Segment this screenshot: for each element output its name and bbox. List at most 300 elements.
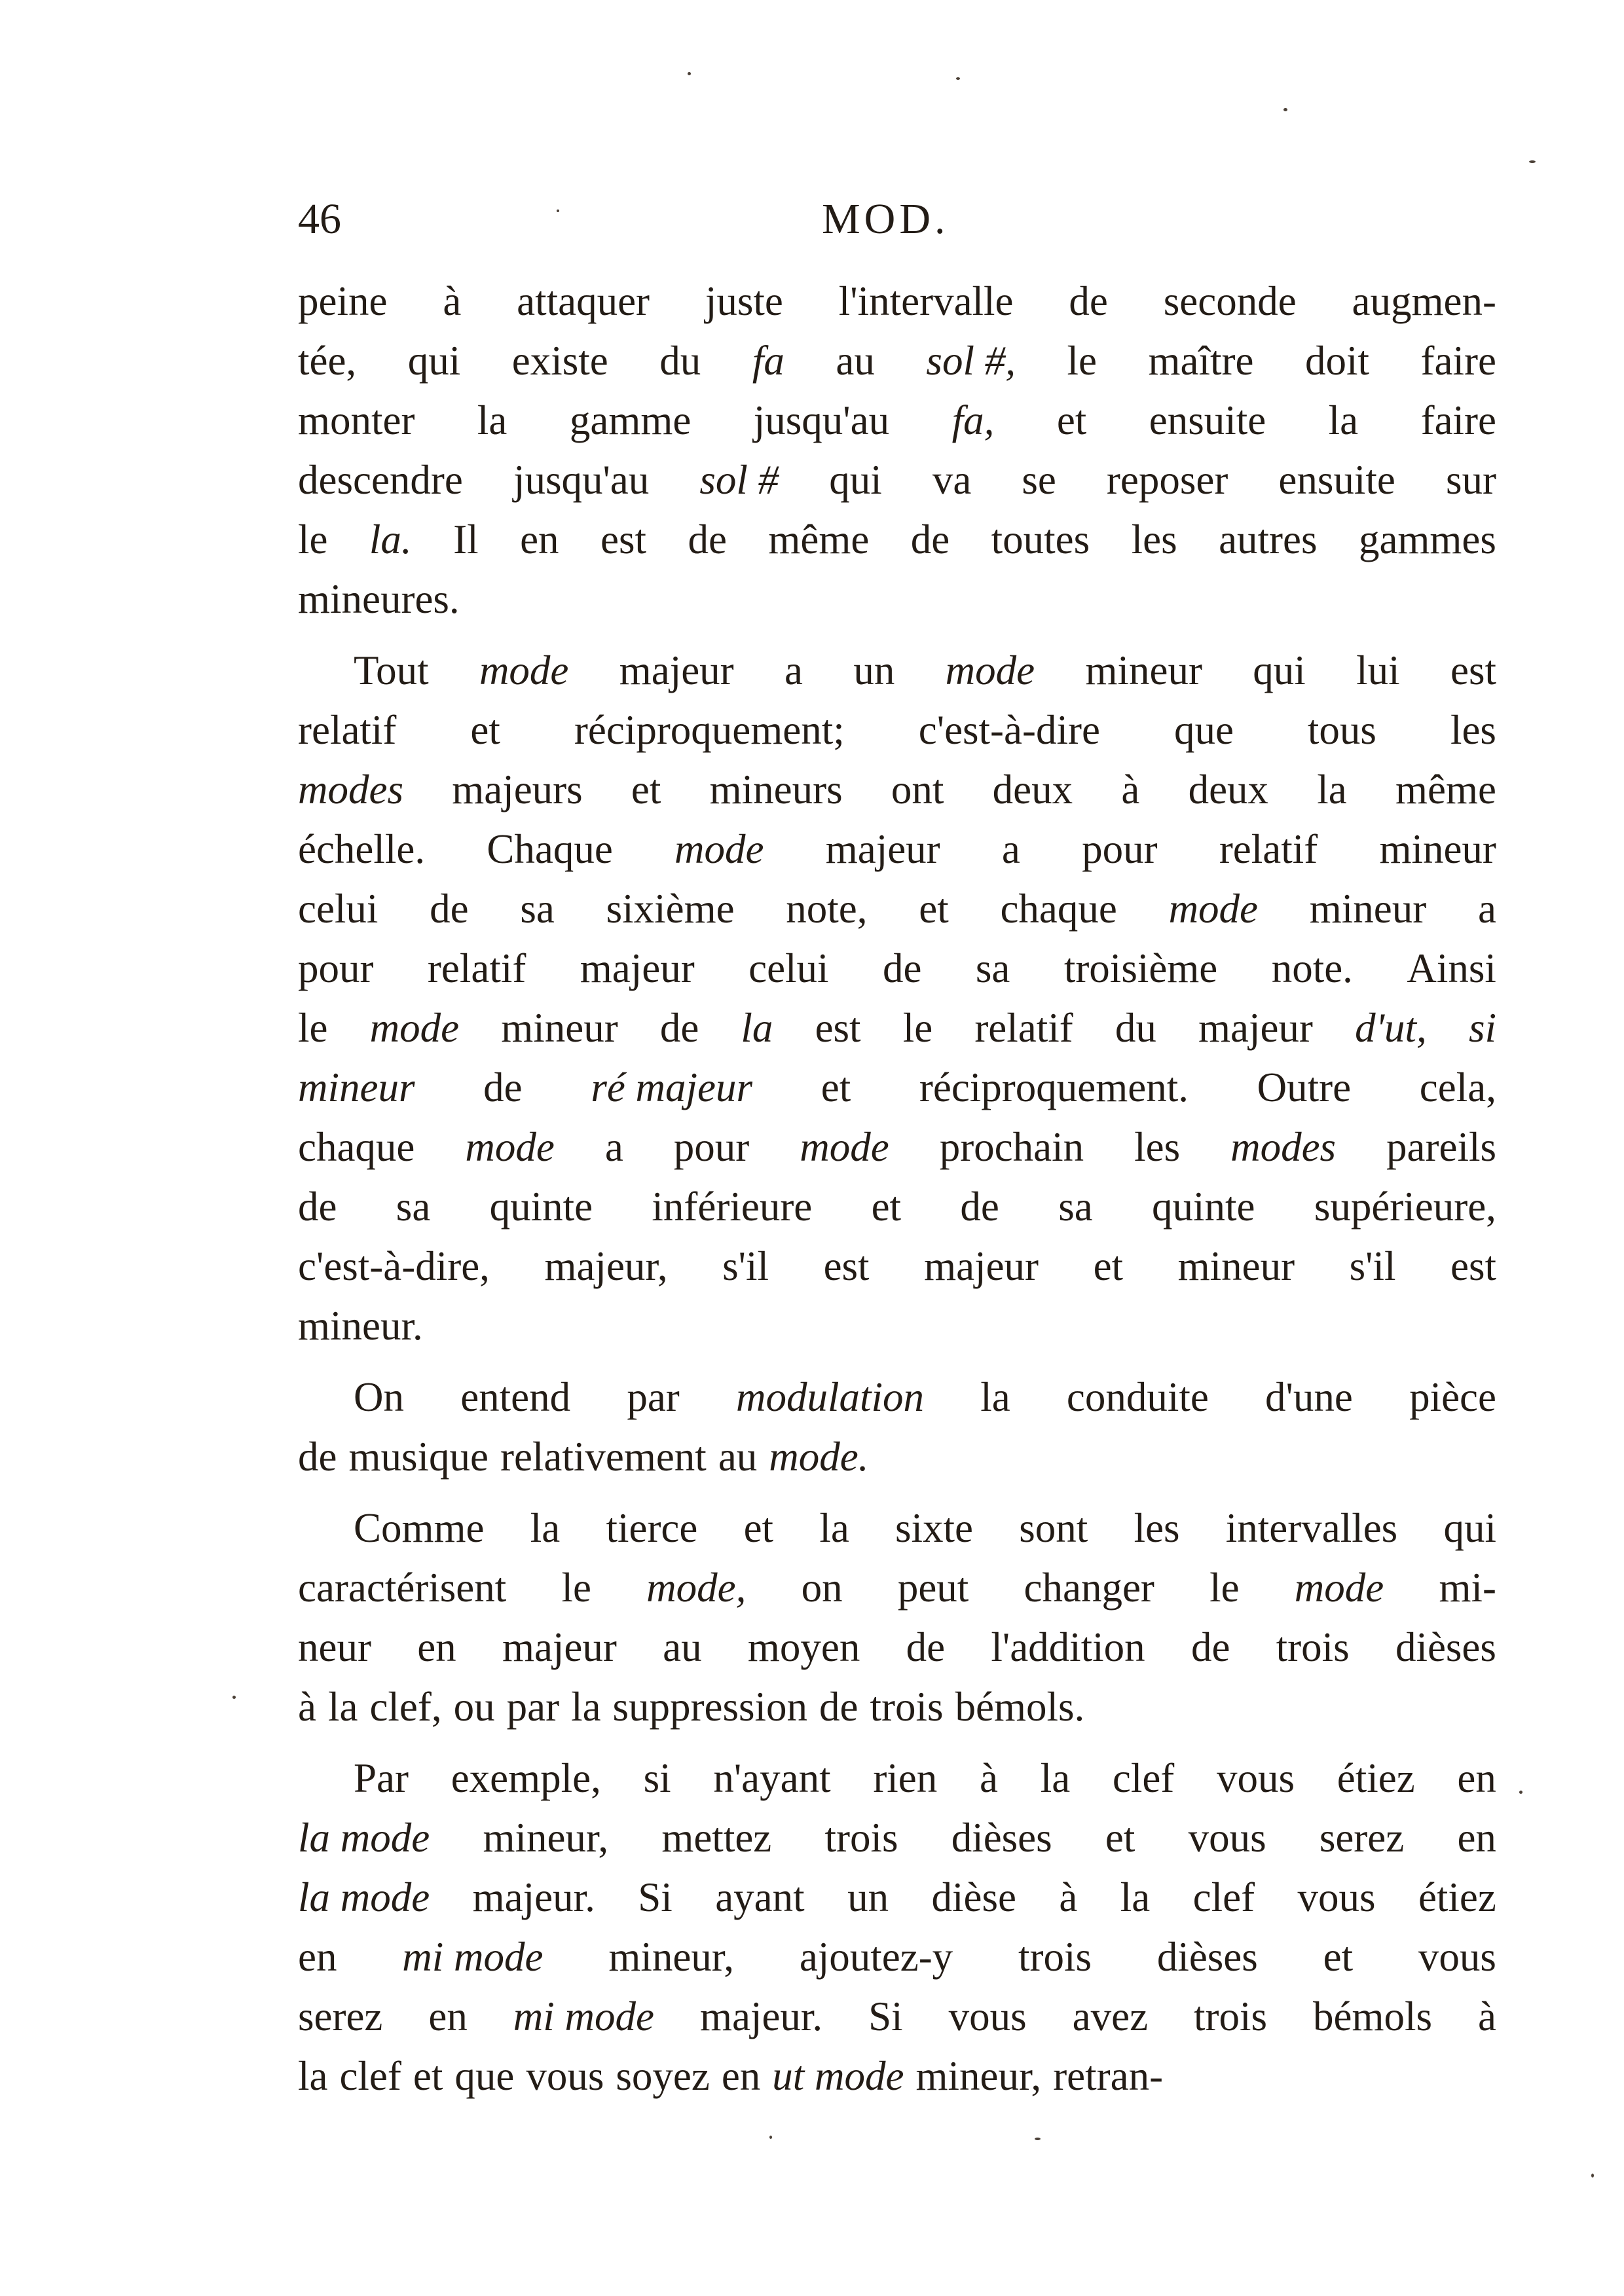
word: musique [348,1434,489,1480]
text-line [298,2047,1496,2106]
word: Il [453,517,479,562]
word: sa [396,1184,431,1230]
word: de [906,1624,946,1670]
word: bémols [1313,1994,1432,2039]
italic-word: mode [800,1124,889,1170]
italic-word: mineur [298,1065,415,1110]
italic-word: modes [298,767,403,812]
word: majeur. [472,1874,595,1920]
word: en [428,1994,468,2039]
word: chaque [298,1124,415,1170]
word: relatif [298,707,397,753]
paragraph-gap [298,629,1496,641]
word: par [506,1684,560,1730]
word: majeur [580,945,695,991]
word: la [327,1684,358,1730]
word: pour [673,1124,750,1170]
word: tous [1307,707,1376,753]
text-line [298,450,1496,510]
word: tée, [298,338,357,384]
word: a [604,1124,623,1170]
word: et [413,2053,443,2099]
word: jusqu'au [513,457,650,503]
word: ensuite [1278,457,1395,503]
text-line [298,1749,1496,1808]
word: de [659,1005,699,1051]
word: mineurs [709,767,843,812]
word: de [298,1184,337,1230]
word: qui [1443,1505,1496,1551]
word: qui [1253,647,1306,693]
word: de [430,886,469,932]
word: serez [298,1994,383,2039]
word: de [883,945,922,991]
word: relatif [1219,826,1318,872]
word: seconde [1163,278,1297,324]
word: à [443,278,462,324]
text-line [298,1927,1496,1987]
italic-word: la mode [298,1815,430,1861]
word: mineur [1085,647,1202,693]
word: mineur [501,1005,618,1051]
text-line [298,641,1496,701]
word: vous [1297,1874,1376,1920]
italic-word: mi mode [402,1934,544,1980]
text-line [298,1987,1496,2047]
italic-word: mode [674,826,764,872]
word: celui [748,945,829,991]
text-line [298,331,1496,391]
word: trois [870,1684,944,1730]
word: pièce [1409,1374,1496,1420]
word: l'intervalle [838,278,1014,324]
word: deux [1188,767,1269,812]
paragraph-gap [298,1487,1496,1499]
italic-word: mode [1294,1565,1384,1611]
text-line [298,570,1496,629]
word: mineur. [298,1303,423,1349]
word: mineur [1177,1243,1295,1289]
word: clef [1192,1874,1255,1920]
italic-word: mode [945,647,1035,693]
italic-word: modulation [736,1374,925,1420]
word: à [980,1755,998,1801]
word: le [298,1005,328,1051]
word: au [836,338,875,384]
page-number: 46 [298,195,341,243]
word: ou [453,1684,495,1730]
word: l'addition [991,1624,1145,1670]
text-line [298,1499,1496,1558]
word: ensuite [1149,397,1266,443]
word: du [1115,1005,1156,1051]
word: est [823,1243,870,1289]
word: serez [1319,1815,1405,1861]
word: que [1173,707,1234,753]
word: et [1056,397,1087,443]
word: est [815,1005,861,1051]
italic-word: d'ut, [1355,1005,1427,1051]
word: quinte [1152,1184,1255,1230]
word: majeur, [544,1243,668,1289]
word: que [454,2053,515,2099]
word: et [919,886,949,932]
word: mi- [1439,1565,1496,1611]
paragraph [298,1499,1496,1737]
text-line [298,1237,1496,1296]
word: changer [1024,1565,1154,1611]
word: Outre [1257,1065,1352,1110]
word: de [483,1065,523,1110]
word: mineur, [608,1934,734,1980]
word: est [1450,1243,1496,1289]
word: majeur [825,826,940,872]
word: le [1209,1565,1240,1611]
word: Chaque [487,826,613,872]
word: de [910,517,950,562]
word: de [688,517,727,562]
word: vous [948,1994,1027,2039]
text-line [298,998,1496,1058]
word: autres [1219,517,1318,562]
word: Si [868,1994,903,2039]
word: exemple, [451,1755,601,1801]
word: descendre [298,457,463,503]
word: un [847,1874,889,1920]
italic-word: si [1468,1005,1496,1051]
paragraph-gap [298,1737,1496,1749]
text-line [298,1177,1496,1237]
word: relatif [427,945,526,991]
word: reposer [1106,457,1228,503]
word: majeur [502,1624,617,1670]
word: clef [1112,1755,1175,1801]
italic-word: ut mode [772,2053,904,2099]
text-line [298,510,1496,570]
italic-word: mode [479,647,569,693]
italic-word: sol # [699,457,779,503]
word: mineur [1309,886,1427,932]
word: sont [1019,1505,1088,1551]
word: vous [1217,1755,1295,1801]
word: en [1457,1815,1496,1861]
word: deux [992,767,1073,812]
word: troisième [1063,945,1218,991]
word: n'ayant [713,1755,831,1801]
word: sa [520,886,555,932]
word: note. [1271,945,1353,991]
word: majeur. [699,1994,823,2039]
word: doit [1304,338,1369,384]
word: les [1450,707,1496,753]
word: tierce [606,1505,698,1551]
word: est [1450,647,1496,693]
word: la [980,1374,1010,1420]
paragraph-gap [298,1356,1496,1368]
word: de [1190,1624,1230,1670]
italic-word: mode [1168,886,1259,932]
word: d'une [1265,1374,1353,1420]
word: majeurs [452,767,583,812]
word: on [801,1565,843,1611]
word: faire [1420,397,1496,443]
word: entend [460,1374,571,1420]
word: s'il [722,1243,769,1289]
italic-word: mode, [646,1565,747,1611]
word: et [1105,1815,1135,1861]
word: caractérisent [298,1565,507,1611]
word: étiez [1418,1874,1496,1920]
word: le [561,1565,591,1611]
word: c'est-à-dire [918,707,1100,753]
word: inférieure [652,1184,813,1230]
text-line [298,1808,1496,1868]
word: et [1323,1934,1354,1980]
word: peine [298,278,388,324]
word: en [520,517,559,562]
word: et [743,1505,774,1551]
word: si [643,1755,671,1801]
word: relativement [500,1434,707,1480]
word: et [871,1184,902,1230]
word: et [470,707,500,753]
text-line [298,272,1496,331]
italic-word: la [741,1005,773,1051]
word: majeur [619,647,734,693]
word: celui [298,886,378,932]
word: faire [1420,338,1496,384]
running-head [298,190,1496,249]
word: pour [298,945,374,991]
word: mineures. [298,576,460,622]
word: réciproquement; [574,707,845,753]
text-line [298,820,1496,879]
text-line [298,879,1496,939]
word: le [902,1005,933,1051]
word: dièses [951,1815,1052,1861]
italic-word: fa [752,338,784,384]
word: de [819,1684,858,1730]
word: monter [298,397,415,443]
italic-word: mode. [769,1434,869,1480]
paragraph [298,641,1496,1356]
paragraph [298,1368,1496,1487]
italic-word: fa, [951,397,995,443]
word: avez [1072,1994,1149,2039]
word: s'il [1349,1243,1396,1289]
text-line [298,1868,1496,1927]
word: de [960,1184,999,1230]
word: toutes [991,517,1090,562]
italic-word: mode [369,1005,460,1051]
word: rien [873,1755,938,1801]
word: ajoutez-y [799,1934,953,1980]
running-title: MOD. [822,195,950,243]
word: trois [824,1815,898,1861]
word: dièse [931,1874,1016,1920]
word: note, [786,886,868,932]
word: a [1001,826,1020,872]
word: juste [705,278,783,324]
word: de [298,1434,337,1480]
italic-word: la. [369,517,412,562]
word: trois [1194,1994,1268,2039]
word: sa [975,945,1010,991]
text-line [298,701,1496,760]
word: à [1477,1994,1496,2039]
word: étiez [1337,1755,1415,1801]
word: mineur, [483,1815,609,1861]
word: supérieure, [1314,1184,1496,1230]
word: de [1069,278,1108,324]
word: la [571,1684,601,1730]
word: sa [1058,1184,1093,1230]
word: trois [1276,1624,1350,1670]
italic-word: modes [1230,1124,1337,1170]
word: sixième [606,886,735,932]
word: a [784,647,803,693]
word: est [600,517,646,562]
word: prochain [939,1124,1084,1170]
text-line [298,1296,1496,1356]
word: Tout [354,647,429,693]
word: augmen- [1352,278,1496,324]
word: et [631,767,661,812]
word: sur [1445,457,1496,503]
text-line [298,1677,1496,1737]
word: pour [1082,826,1158,872]
word: ont [891,767,944,812]
word: moyen [747,1624,860,1670]
word: la [477,397,507,443]
word: au [718,1434,758,1480]
word: à [1059,1874,1078,1920]
word: bémols. [955,1684,1085,1730]
text-line [298,1368,1496,1427]
word: même [768,517,870,562]
word: gammes [1358,517,1496,562]
text-line [298,391,1496,450]
word: gamme [569,397,692,443]
word: et [821,1065,851,1110]
italic-word: mode [465,1124,555,1170]
text-line [298,1558,1496,1618]
word: majeur [924,1243,1039,1289]
word: les [1134,1124,1181,1170]
text-line [298,939,1496,998]
italic-word: la mode [298,1874,430,1920]
word: au [663,1624,702,1670]
word: la [1120,1874,1151,1920]
word: même [1395,767,1496,812]
paragraph [298,1749,1496,2106]
word: chaque [1000,886,1117,932]
word: a [1477,886,1496,932]
word: va [932,457,972,503]
word: intervalles [1225,1505,1398,1551]
word: vous [526,2053,604,2099]
word: quinte [489,1184,593,1230]
text-line [298,1618,1496,1677]
word: suppression [612,1684,808,1730]
word: par [627,1374,680,1420]
word: et [1093,1243,1124,1289]
word: existe [511,338,608,384]
word: neur [298,1624,371,1670]
word: clef, [369,1684,442,1730]
text-line [298,1427,1496,1487]
word: du [659,338,701,384]
word: qui [407,338,461,384]
word: jusqu'au [753,397,890,443]
word: un [853,647,895,693]
word: en [721,2053,761,2099]
word: en [298,1934,337,1980]
word: ayant [715,1874,805,1920]
word: les [1131,517,1177,562]
word: vous [1188,1815,1266,1861]
word: à [298,1684,316,1730]
word: la [1317,767,1347,812]
word: mettez [661,1815,772,1861]
word: la [530,1505,561,1551]
word: qui [829,457,882,503]
word: On [354,1374,404,1420]
word: attaquer [517,278,650,324]
text-line [298,760,1496,820]
word: Si [638,1874,673,1920]
word: relatif [974,1005,1073,1051]
word: cela, [1419,1065,1496,1110]
word: Comme [354,1505,485,1551]
word: soyez [616,2053,710,2099]
word: pareils [1386,1124,1496,1170]
word: la [298,2053,328,2099]
word: réciproquement. [919,1065,1189,1110]
word: dièses [1395,1624,1496,1670]
text-line [298,1058,1496,1118]
word: sixte [895,1505,974,1551]
word: dièses [1156,1934,1258,1980]
word: se [1022,457,1056,503]
word: Par [354,1755,409,1801]
body-text [298,272,1496,2106]
word: la [1328,397,1359,443]
word: en [1457,1755,1496,1801]
word: échelle. [298,826,426,872]
word: la [819,1505,849,1551]
word: mineur [1379,826,1496,872]
word: le [1067,338,1097,384]
word: Ainsi [1407,945,1496,991]
word: vous [1418,1934,1496,1980]
word: trois [1018,1934,1092,1980]
italic-word: sol #, [926,338,1016,384]
word: maître [1148,338,1254,384]
word: mineur, [915,2053,1042,2099]
word: le [298,517,328,562]
word: conduite [1066,1374,1209,1420]
word: les [1134,1505,1180,1551]
word: clef [339,2053,401,2099]
word: c'est-à-dire, [298,1243,490,1289]
italic-word: mi mode [513,1994,655,2039]
italic-word: ré majeur [591,1065,753,1110]
word: peut [897,1565,969,1611]
word: la [1040,1755,1071,1801]
text-line [298,1118,1496,1177]
word: majeur [1198,1005,1313,1051]
